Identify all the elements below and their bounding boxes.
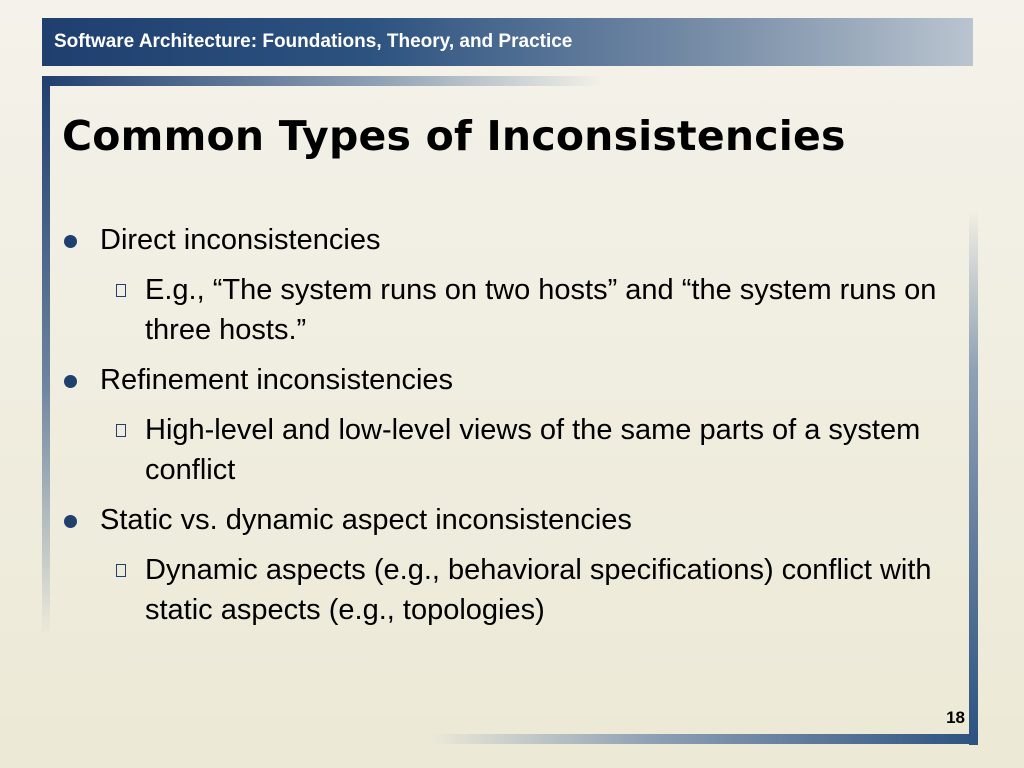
sub-bullet-item (62, 270, 962, 350)
header-bar (42, 18, 973, 66)
top-decorative-rule (42, 76, 602, 86)
bullet-text: Refinement inconsistencies (100, 364, 454, 396)
bullet-item (62, 500, 962, 540)
sub-bullet-text: High-level and low-level views of the same parts of a system conflict (145, 414, 921, 486)
left-decorative-rule (42, 76, 50, 636)
sub-bullet-icon (116, 564, 126, 577)
bullet-text: Direct inconsistencies (100, 224, 381, 256)
right-decorative-rule (969, 210, 978, 745)
sub-bullet-item (62, 550, 962, 630)
page-number: 18 (946, 708, 965, 727)
bullet-dot-icon (64, 515, 77, 528)
sub-bullet-text: Dynamic aspects (e.g., behavioral specifications) conflict with static aspects (e.g., topologies) (145, 554, 932, 626)
sub-bullet-icon (116, 284, 126, 297)
sub-bullet-text: E.g., “The system runs on two hosts” and “the system runs on three hosts.” (145, 274, 937, 346)
sub-bullet-item (62, 410, 962, 490)
sub-bullet-icon (116, 424, 126, 437)
course-title: Software Architecture: Foundations, Theory, and Practice (54, 31, 573, 52)
bullet-item (62, 360, 962, 400)
bullet-dot-icon (64, 375, 77, 388)
bottom-decorative-rule (430, 734, 978, 744)
bullet-list (62, 220, 962, 640)
slide-title: Common Types of Inconsistencies (62, 112, 846, 160)
bullet-dot-icon (64, 235, 77, 248)
bullet-item (62, 220, 962, 260)
bullet-text: Static vs. dynamic aspect inconsistencies (100, 504, 632, 536)
